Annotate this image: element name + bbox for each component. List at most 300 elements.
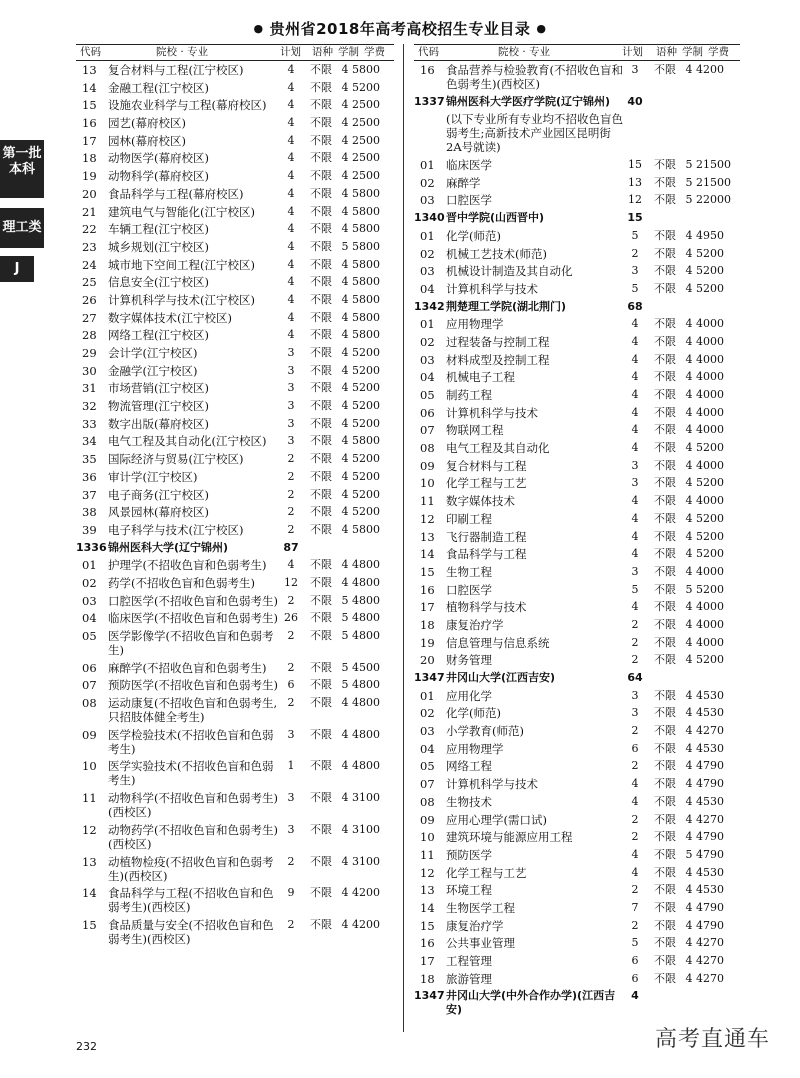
- row-fee: 5800: [352, 239, 380, 253]
- row-code: 28: [82, 328, 97, 343]
- table-row: [76, 488, 394, 506]
- row-name: 应用物理学: [446, 741, 504, 756]
- row-code: 10: [420, 476, 435, 491]
- row-years: 5: [341, 239, 349, 253]
- row-plan: 3: [631, 688, 639, 702]
- row-years: 4: [685, 476, 693, 490]
- row-years: 4: [341, 116, 349, 130]
- row-lang: 不限: [654, 936, 676, 950]
- row-code: 15: [82, 98, 97, 113]
- row-values: [278, 678, 392, 692]
- row-code: 1336: [76, 540, 107, 554]
- left-column-header: [76, 44, 394, 61]
- row-plan: 2: [287, 505, 295, 519]
- row-plan: 4: [287, 169, 295, 183]
- row-years: 5: [341, 660, 349, 674]
- row-name: 药学(不招收色盲和色弱考生): [108, 575, 255, 590]
- row-name: 计算机科学与技术: [446, 777, 538, 792]
- table-row: [414, 901, 740, 919]
- row-values: [278, 488, 392, 502]
- row-name: 计算机科学与技术: [446, 281, 538, 296]
- row-values: [278, 558, 392, 572]
- row-name: 物流管理(江宁校区): [108, 399, 209, 414]
- row-name: 动物医学(幕府校区): [108, 151, 209, 166]
- row-name: 国际经济与贸易(江宁校区): [108, 452, 244, 467]
- table-row: [414, 176, 740, 194]
- row-fee: 5200: [696, 511, 724, 525]
- row-name: 医学影像学(不招收色盲和色弱考生): [108, 629, 274, 657]
- row-fee: 5800: [352, 204, 380, 218]
- row-code: 13: [420, 883, 435, 898]
- row-values: [622, 565, 736, 579]
- row-lang: 不限: [310, 611, 332, 625]
- table-row: [76, 759, 394, 791]
- row-plan: 87: [283, 540, 299, 554]
- row-name: 车辆工程(江宁校区): [108, 222, 209, 237]
- row-code: 21: [82, 204, 97, 219]
- table-row: [76, 594, 394, 612]
- table-row: [414, 954, 740, 972]
- row-fee: 5200: [696, 529, 724, 543]
- row-values: [622, 972, 736, 986]
- row-code: 01: [420, 688, 435, 703]
- row-years: 4: [685, 547, 693, 561]
- row-name: 预防医学(不招收色盲和色弱考生): [108, 678, 278, 693]
- row-values: [278, 505, 392, 519]
- row-values: [622, 370, 736, 384]
- row-fee: 4000: [696, 317, 724, 331]
- row-lang: 不限: [310, 487, 332, 501]
- table-row: [76, 823, 394, 855]
- row-years: 4: [685, 600, 693, 614]
- row-values: [622, 671, 736, 685]
- row-values: [278, 611, 392, 625]
- row-fee: 4200: [352, 886, 380, 900]
- row-fee: 5800: [352, 328, 380, 342]
- table-row: [76, 576, 394, 594]
- row-fee: 4530: [696, 688, 724, 702]
- row-years: 4: [341, 452, 349, 466]
- table-row: [414, 423, 740, 441]
- row-values: [278, 728, 392, 742]
- row-lang: 不限: [310, 434, 332, 448]
- right-column-header: [414, 44, 740, 61]
- row-fee: 5200: [696, 441, 724, 455]
- row-fee: 21500: [696, 158, 731, 172]
- table-row: [414, 689, 740, 707]
- row-values: [278, 661, 392, 675]
- row-years: 4: [685, 794, 693, 808]
- row-code: 09: [420, 812, 435, 827]
- right-column: [414, 44, 740, 1021]
- row-fee: 4790: [696, 918, 724, 932]
- row-plan: 3: [631, 63, 639, 76]
- row-years: 4: [341, 575, 349, 589]
- row-code: 16: [420, 936, 435, 951]
- row-plan: 64: [627, 671, 643, 684]
- row-name: 康复治疗学: [446, 617, 504, 632]
- table-row: [414, 247, 740, 265]
- row-code: 18: [82, 151, 97, 166]
- row-name: 物联网工程: [446, 423, 504, 438]
- row-code: 33: [82, 416, 97, 431]
- row-plan: 4: [631, 405, 639, 419]
- row-code: 17: [82, 133, 97, 148]
- row-name: 材料成型及控制工程: [446, 352, 550, 367]
- row-lang: 不限: [310, 151, 332, 165]
- row-code: 25: [82, 275, 97, 290]
- row-code: 23: [82, 239, 97, 254]
- row-name: 生物医学工程: [446, 900, 515, 915]
- row-lang: 不限: [654, 688, 676, 702]
- row-years: 4: [341, 727, 349, 741]
- row-code: 01: [82, 558, 97, 573]
- table-row: [76, 275, 394, 293]
- row-plan: 4: [287, 186, 295, 200]
- row-lang: 不限: [654, 494, 676, 508]
- row-values: [278, 791, 392, 805]
- table-row: [414, 936, 740, 954]
- row-fee: 4800: [352, 593, 380, 607]
- row-plan: 5: [631, 936, 639, 950]
- row-fee: 5800: [352, 275, 380, 289]
- row-name: 动物科学(不招收色盲和色弱考生)(西校区): [108, 791, 278, 820]
- row-fee: 5200: [352, 381, 380, 395]
- right-row-list: [414, 63, 740, 1021]
- row-years: 4: [685, 971, 693, 985]
- row-name: 飞行器制造工程: [446, 529, 527, 544]
- row-plan: 4: [631, 441, 639, 455]
- row-fee: 2500: [352, 151, 380, 165]
- row-name: 数字媒体技术(江宁校区): [108, 310, 232, 325]
- table-row: [76, 346, 394, 364]
- row-code: 36: [82, 469, 97, 484]
- row-fee: 3100: [352, 854, 380, 868]
- row-years: 4: [685, 883, 693, 897]
- row-fee: 5200: [352, 399, 380, 413]
- row-lang: 不限: [310, 696, 332, 710]
- row-values: [622, 193, 736, 207]
- row-values: [622, 848, 736, 862]
- school-row: [414, 671, 740, 689]
- row-fee: 4800: [352, 629, 380, 642]
- side-tab-batch: 第一批本科: [0, 140, 44, 198]
- row-lang: 不限: [310, 416, 332, 430]
- row-lang: 不限: [654, 175, 676, 189]
- row-fee: 5200: [696, 547, 724, 561]
- row-name: 化学(师范): [446, 228, 501, 243]
- row-values: [278, 63, 392, 77]
- table-row: [76, 558, 394, 576]
- table-row: [76, 886, 394, 918]
- row-values: [278, 275, 392, 289]
- row-name: 金融学(江宁校区): [108, 363, 198, 378]
- row-lang: 不限: [310, 363, 332, 377]
- table-row: [414, 600, 740, 618]
- row-values: [622, 229, 736, 243]
- row-values: [622, 866, 736, 880]
- row-code: 11: [420, 494, 435, 509]
- row-years: 4: [685, 830, 693, 844]
- row-plan: 2: [631, 653, 639, 667]
- row-fee: 4270: [696, 954, 724, 967]
- table-row: [76, 116, 394, 134]
- row-values: [622, 830, 736, 844]
- row-code: 13: [82, 63, 97, 77]
- row-plan: 3: [631, 458, 639, 472]
- row-name: 电气工程及其自动化: [446, 441, 550, 456]
- row-values: [278, 98, 392, 112]
- row-years: 4: [341, 469, 349, 483]
- row-lang: 不限: [310, 678, 332, 692]
- row-lang: 不限: [310, 116, 332, 130]
- row-fee: 4800: [352, 558, 380, 572]
- row-years: 4: [341, 759, 349, 773]
- row-lang: 不限: [654, 423, 676, 437]
- row-fee: 5200: [352, 363, 380, 377]
- table-row: [414, 530, 740, 548]
- row-values: [278, 328, 392, 342]
- row-years: 4: [341, 399, 349, 413]
- row-plan: 1: [287, 759, 295, 773]
- row-code: 30: [82, 363, 97, 378]
- row-code: 08: [420, 441, 435, 456]
- table-row: [76, 855, 394, 887]
- row-plan: 4: [631, 547, 639, 561]
- row-code: 02: [82, 575, 97, 590]
- row-years: 4: [341, 292, 349, 306]
- table-row: [414, 112, 740, 158]
- row-plan: 4: [631, 423, 639, 437]
- table-row: [414, 653, 740, 671]
- row-lang: 不限: [310, 522, 332, 536]
- row-code: 1342: [414, 299, 445, 313]
- row-plan: 2: [287, 469, 295, 483]
- row-lang: 不限: [310, 257, 332, 271]
- row-values: [622, 759, 736, 773]
- row-years: 4: [685, 334, 693, 348]
- row-plan: 2: [631, 724, 639, 738]
- header-plan: 计划: [280, 46, 301, 58]
- row-plan: 15: [628, 158, 642, 172]
- row-code: 1347: [414, 671, 445, 684]
- row-values: [278, 258, 392, 272]
- row-years: 4: [685, 812, 693, 826]
- row-code: 1340: [414, 211, 445, 225]
- row-values: [622, 919, 736, 933]
- row-name: 食品营养与检验教育(不招收色盲和色弱考生)(西校区): [446, 63, 623, 91]
- header-lang: 语种: [312, 46, 333, 58]
- row-values: [622, 653, 736, 667]
- row-fee: 2500: [352, 116, 380, 130]
- row-name: 电子商务(江宁校区): [108, 487, 209, 502]
- row-fee: 5800: [352, 63, 380, 76]
- row-code: 31: [82, 381, 97, 396]
- row-code: 11: [420, 847, 435, 862]
- row-plan: 4: [631, 317, 639, 331]
- row-code: 03: [420, 724, 435, 739]
- row-name: 预防医学: [446, 847, 492, 862]
- row-lang: 不限: [654, 547, 676, 561]
- row-lang: 不限: [310, 310, 332, 324]
- row-plan: 68: [627, 299, 643, 313]
- row-code: 14: [420, 547, 435, 562]
- row-lang: 不限: [654, 370, 676, 384]
- row-years: 4: [341, 917, 349, 931]
- watermark-text: 高考直通车: [654, 1027, 770, 1052]
- row-lang: 不限: [310, 593, 332, 607]
- row-code: 14: [420, 900, 435, 915]
- row-code: 01: [420, 317, 435, 332]
- row-name: 麻醉学(不招收色盲和色弱考生): [108, 660, 267, 675]
- page-number: 232: [76, 1040, 97, 1053]
- row-plan: 4: [631, 388, 639, 401]
- table-row: [414, 636, 740, 654]
- row-fee: 5200: [352, 505, 380, 519]
- row-code: 15: [420, 564, 435, 579]
- row-name: 电子科学与技术(江宁校区): [108, 522, 244, 537]
- table-row: [414, 706, 740, 724]
- row-values: [622, 264, 736, 278]
- row-name: 金融工程(江宁校区): [108, 80, 209, 95]
- row-code: 16: [420, 582, 435, 597]
- table-row: [76, 678, 394, 696]
- row-fee: 4790: [696, 900, 724, 914]
- row-plan: 2: [287, 452, 295, 466]
- row-plan: 4: [631, 847, 639, 861]
- row-years: 4: [685, 900, 693, 914]
- row-name: 财务管理: [446, 653, 492, 668]
- row-name: 应用心理学(需口试): [446, 812, 547, 827]
- row-years: 4: [341, 791, 349, 805]
- row-code: 03: [420, 193, 435, 208]
- row-lang: 不限: [310, 292, 332, 306]
- row-fee: 22000: [696, 193, 731, 207]
- row-years: 4: [341, 854, 349, 868]
- table-row: [414, 512, 740, 530]
- row-plan: 15: [627, 211, 643, 225]
- row-lang: 不限: [654, 830, 676, 844]
- row-values: [622, 459, 736, 473]
- row-values: [278, 311, 392, 325]
- row-code: 19: [82, 169, 97, 184]
- row-code: 07: [420, 423, 435, 438]
- row-name: 风景园林(幕府校区): [108, 505, 209, 520]
- row-values: [622, 742, 736, 756]
- row-years: 4: [685, 759, 693, 773]
- row-code: 39: [82, 522, 97, 537]
- row-fee: 4800: [352, 575, 380, 589]
- row-lang: 不限: [310, 660, 332, 674]
- row-plan: 5: [631, 228, 639, 242]
- table-row: [414, 406, 740, 424]
- row-code: 12: [420, 865, 435, 880]
- row-lang: 不限: [310, 204, 332, 218]
- row-plan: 4: [631, 794, 639, 808]
- row-values: [622, 63, 736, 77]
- table-row: [76, 381, 394, 399]
- row-lang: 不限: [654, 918, 676, 932]
- row-code: 37: [82, 487, 97, 502]
- row-lang: 不限: [654, 246, 676, 260]
- row-fee: 2500: [352, 169, 380, 183]
- school-row: [414, 95, 740, 113]
- left-row-list: [76, 63, 394, 950]
- row-name: 复合材料与工程(江宁校区): [108, 63, 244, 77]
- row-code: 19: [420, 635, 435, 650]
- table-row: [76, 452, 394, 470]
- row-name: 食品科学与工程(不招收色盲和色弱考生)(西校区): [108, 886, 274, 915]
- table-row: [414, 618, 740, 636]
- row-fee: 4800: [352, 759, 380, 773]
- row-plan: 4: [287, 222, 295, 236]
- table-row: [414, 335, 740, 353]
- row-fee: 4500: [352, 660, 380, 674]
- row-lang: 不限: [654, 511, 676, 525]
- row-lang: 不限: [654, 635, 676, 649]
- row-code: 04: [420, 281, 435, 296]
- row-code: 13: [82, 854, 97, 869]
- row-plan: 3: [287, 727, 295, 741]
- row-code: 1347: [414, 989, 445, 1003]
- row-fee: 21500: [696, 175, 731, 189]
- header-years: 学制: [338, 46, 359, 58]
- row-years: 4: [685, 370, 693, 384]
- row-values: [622, 689, 736, 703]
- row-plan: 40: [627, 94, 643, 108]
- row-years: 4: [685, 688, 693, 702]
- row-code: 38: [82, 505, 97, 520]
- row-lang: 不限: [654, 264, 676, 278]
- row-plan: 4: [287, 98, 295, 112]
- row-values: [622, 547, 736, 561]
- row-values: [622, 388, 736, 402]
- row-fee: 5200: [352, 469, 380, 483]
- row-values: [278, 417, 392, 431]
- row-years: 4: [685, 918, 693, 932]
- row-plan: 3: [631, 564, 639, 578]
- row-code: 11: [82, 791, 97, 806]
- row-plan: 6: [631, 954, 639, 967]
- row-code: 17: [420, 954, 435, 968]
- row-plan: 3: [287, 381, 295, 395]
- row-lang: 不限: [310, 399, 332, 413]
- row-fee: 5200: [352, 80, 380, 94]
- table-row: [414, 724, 740, 742]
- row-name: 麻醉学: [446, 175, 481, 190]
- row-plan: 12: [284, 575, 298, 589]
- row-values: [622, 583, 736, 597]
- row-code: 16: [420, 63, 435, 77]
- row-plan: 3: [631, 476, 639, 490]
- row-code: 13: [420, 529, 435, 544]
- row-years: 5: [341, 611, 349, 625]
- row-years: 4: [341, 186, 349, 200]
- row-values: [622, 777, 736, 791]
- row-values: [622, 95, 736, 109]
- row-fee: 4000: [696, 600, 724, 614]
- row-plan: 2: [287, 522, 295, 536]
- row-values: [622, 441, 736, 455]
- table-row: [414, 972, 740, 990]
- row-name: 工程管理: [446, 954, 492, 968]
- row-years: 4: [685, 388, 693, 401]
- row-lang: 不限: [310, 886, 332, 900]
- row-plan: 4: [287, 328, 295, 342]
- row-values: [622, 901, 736, 915]
- table-row: [414, 494, 740, 512]
- row-years: 4: [341, 169, 349, 183]
